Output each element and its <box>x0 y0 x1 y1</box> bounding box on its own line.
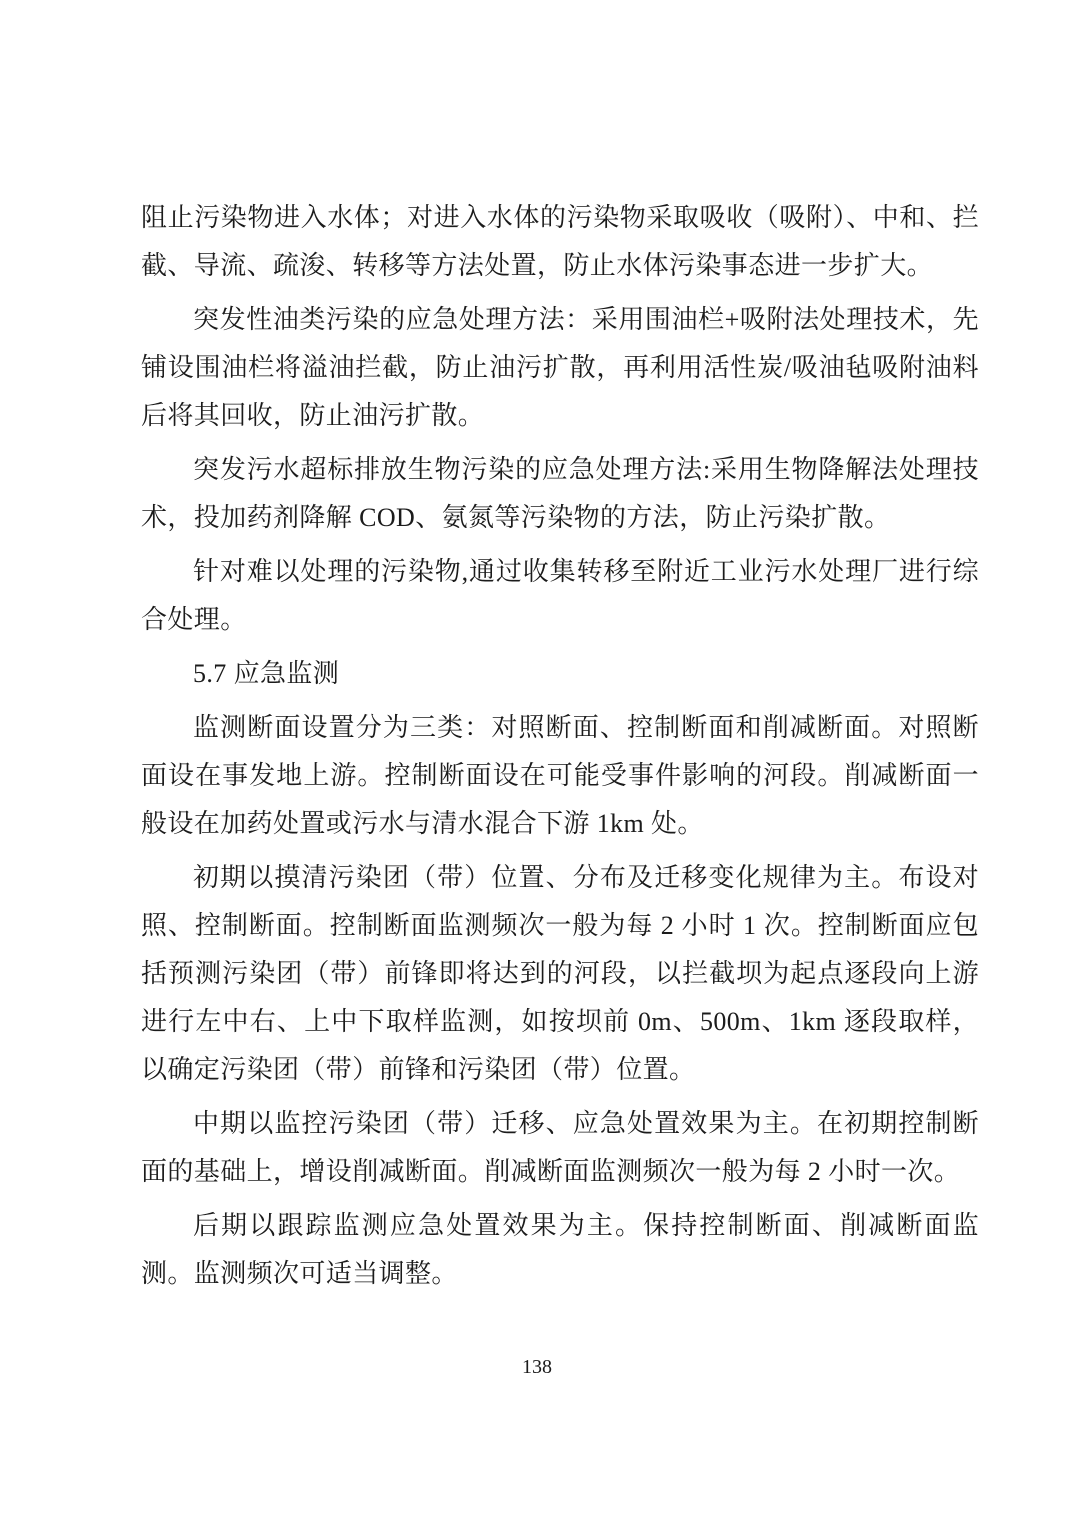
paragraph-hard-to-treat: 针对难以处理的污染物,通过收集转移至附近工业污水处理厂进行综合处理。 <box>141 557 979 634</box>
paragraph-continued: 阻止污染物进入水体；对进入水体的污染物采取吸收（吸附）、中和、拦截、导流、疏浚、转移等方法处置，防止水体污染事态进一步扩大。 <box>141 203 979 280</box>
paragraph-middle-stage: 中期以监控污染团（带）迁移、应急处置效果为主。在初期控制断面的基础上，增设削减断面。削减断面监测频次一般为每 2 小时一次。 <box>141 1109 979 1186</box>
body-text <box>141 194 979 1304</box>
section-heading-5-7: 5.7 应急监测 <box>193 659 340 688</box>
paragraph-bio-pollution: 突发污水超标排放生物污染的应急处理方法:采用生物降解法处理技术，投加药剂降解 COD、氨氮等污染物的方法，防止污染扩散。 <box>141 455 979 532</box>
paragraph-initial-stage: 初期以摸清污染团（带）位置、分布及迁移变化规律为主。布设对照、控制断面。控制断面监测频次一般为每 2 小时 1 次。控制断面应包括预测污染团（带）前锋即将达到的河段，以拦截坝为起点逐段向上游进行左中右、上中下取样监测，如按坝前 0m、500m、1km 逐段取样，以确定污染团（带）前锋和污染团（带）位置。 <box>141 863 979 1084</box>
paragraph-late-stage: 后期以跟踪监测应急处置效果为主。保持控制断面、削减断面监测。监测频次可适当调整。 <box>141 1211 979 1288</box>
paragraph-monitoring-sections: 监测断面设置分为三类：对照断面、控制断面和削减断面。对照断面设在事发地上游。控制断面设在可能受事件影响的河段。削减断面一般设在加药处置或污水与清水混合下游 1km 处。 <box>141 713 979 838</box>
paragraph-oil-pollution: 突发性油类污染的应急处理方法：采用围油栏+吸附法处理技术，先铺设围油栏将溢油拦截，防止油污扩散，再利用活性炭/吸油毡吸附油料后将其回收，防止油污扩散。 <box>141 305 979 430</box>
page-number: 138 <box>522 1356 552 1378</box>
